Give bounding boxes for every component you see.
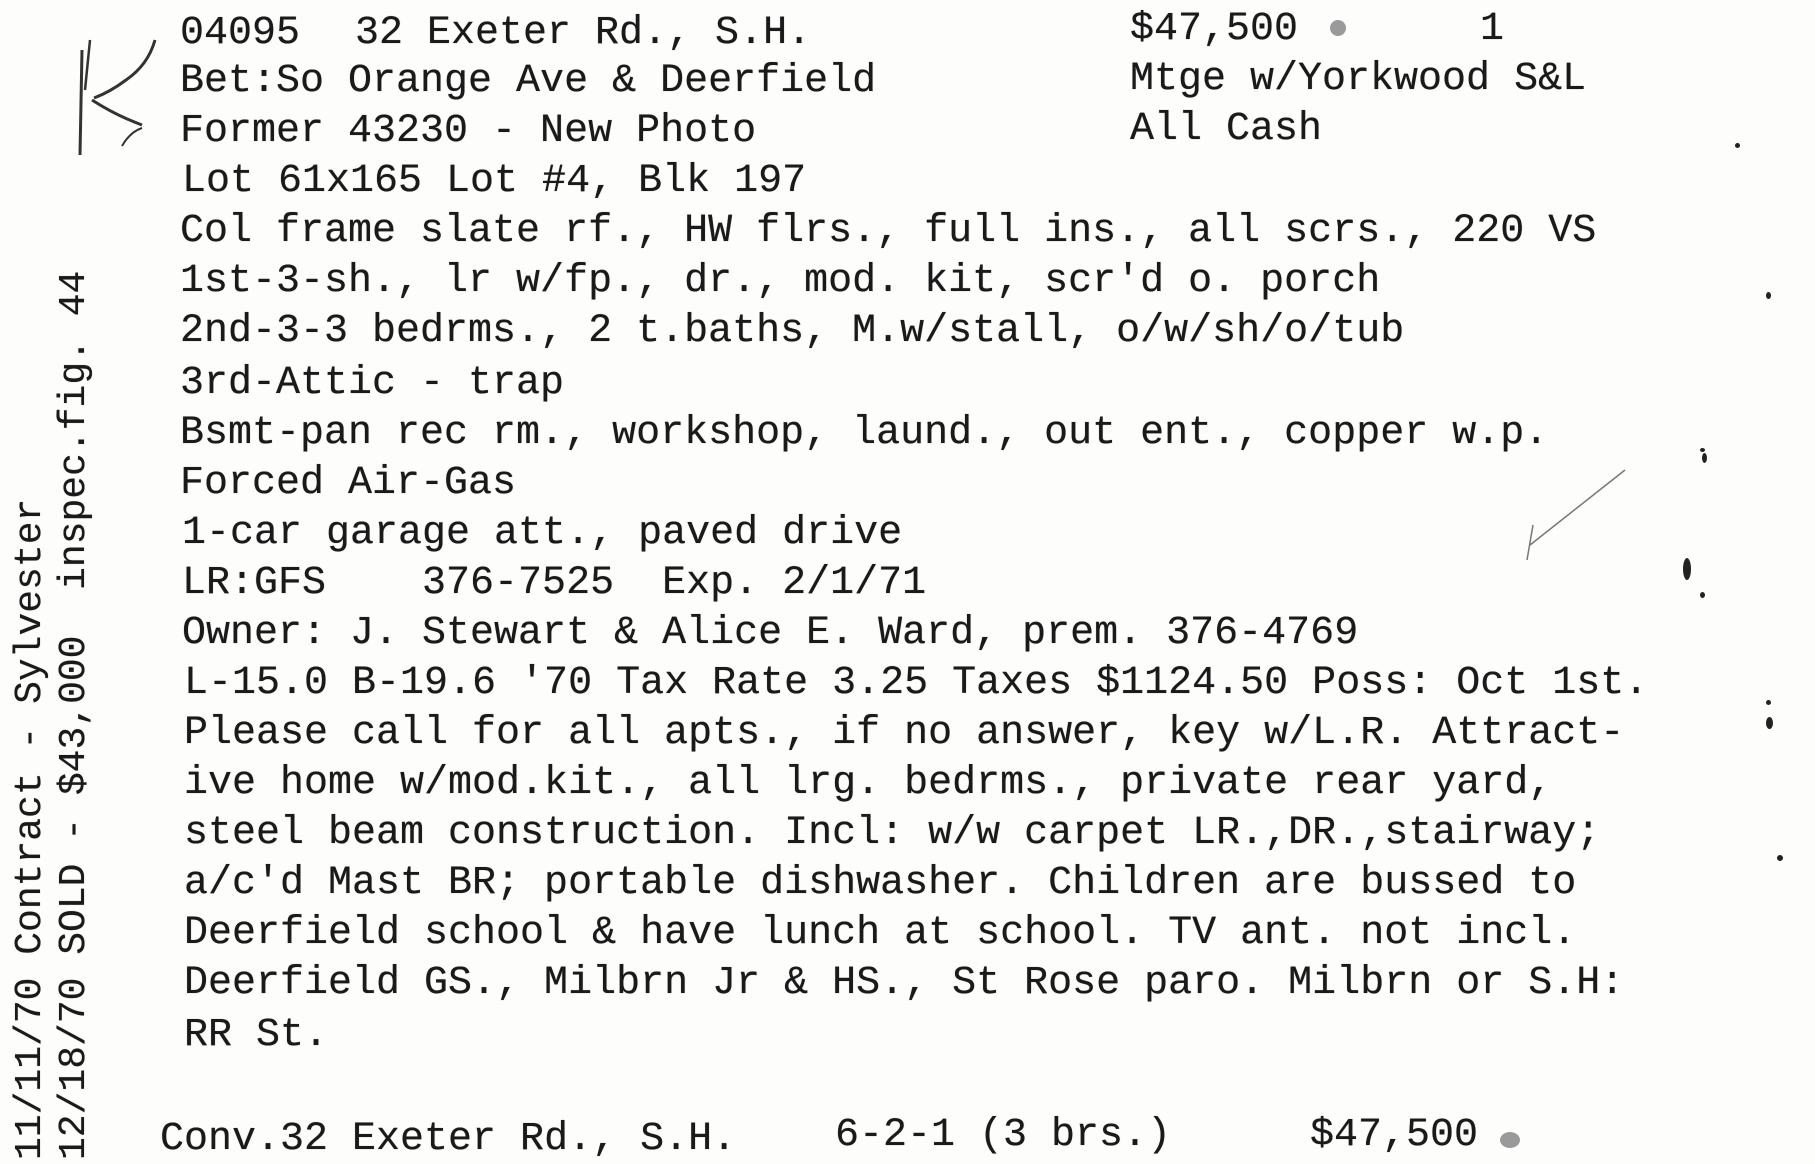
ink-speck — [1735, 143, 1740, 148]
detail-line: Forced Air-Gas — [180, 461, 517, 506]
detail-line: 1-car garage att., paved drive — [182, 511, 903, 556]
detail-line: Deerfield school & have lunch at school. TV ant. not incl. — [184, 911, 1577, 956]
footer-smudge-mark — [1500, 1132, 1520, 1148]
detail-line: Col frame slate rf., HW flrs., full ins., all scrs., 220 VS — [180, 209, 1597, 254]
detail-line: steel beam construction. Incl: w/w carpet LR.,DR.,stairway; — [184, 811, 1601, 856]
address: 32 Exeter Rd., S.H. — [355, 11, 812, 56]
mortgage-info: Mtge w/Yorkwood S&L — [1130, 57, 1587, 102]
footer-price: $47,500 — [1310, 1113, 1479, 1158]
handwritten-mark-icon — [30, 20, 160, 160]
sold-note: 12/18/70 SOLD - $43,000 inspec.fig. 44 — [53, 270, 96, 1160]
card-number: 1 — [1480, 7, 1505, 52]
detail-line: LR:GFS 376-7525 Exp. 2/1/71 — [182, 561, 927, 606]
ink-speck — [1777, 855, 1783, 861]
detail-line: Bsmt-pan rec rm., workshop, laund., out ent., copper w.p. — [180, 411, 1549, 456]
listing-price: $47,500 — [1130, 7, 1299, 52]
ink-speck — [1766, 292, 1771, 299]
ink-speck — [1766, 700, 1771, 705]
detail-line: 2nd-3-3 bedrms., 2 t.baths, M.w/stall, o/w/sh/o/tub — [180, 309, 1405, 354]
footer-rooms: 6-2-1 (3 brs.) — [835, 1113, 1172, 1158]
listing-number: 04095 — [180, 11, 301, 56]
detail-line: a/c'd Mast BR; portable dishwasher. Children are bussed to — [184, 861, 1577, 906]
detail-line: Deerfield GS., Milbrn Jr & HS., St Rose paro. Milbrn or S.H: — [184, 961, 1625, 1006]
ink-speck — [1683, 558, 1691, 580]
payment-terms: All Cash — [1130, 107, 1323, 152]
detail-line: RR St. — [184, 1013, 329, 1058]
footer-summary: Conv.32 Exeter Rd., S.H. — [160, 1117, 737, 1162]
detail-line: ive home w/mod.kit., all lrg. bedrms., private rear yard, — [184, 761, 1553, 806]
price-smudge-mark — [1330, 20, 1346, 36]
detail-line: Owner: J. Stewart & Alice E. Ward, prem. 376-4769 — [182, 611, 1359, 656]
detail-line: Please call for all apts., if no answer, key w/L.R. Attract- — [184, 711, 1625, 756]
ink-speck — [1702, 453, 1707, 463]
ink-speck — [1700, 448, 1705, 452]
detail-line: 3rd-Attic - trap — [180, 361, 565, 406]
detail-line: L-15.0 B-19.6 '70 Tax Rate 3.25 Taxes $1124.50 Poss: Oct 1st. — [184, 661, 1649, 706]
ink-speck — [1700, 592, 1705, 598]
check-mark-icon — [1515, 465, 1635, 575]
former-listing: Former 43230 - New Photo — [180, 109, 757, 154]
lot-info: Lot 61x165 Lot #4, Blk 197 — [182, 159, 807, 204]
contract-note: 11/11/70 Contract - Sylvester — [9, 498, 52, 1160]
ink-speck — [1766, 717, 1773, 729]
detail-line: 1st-3-sh., lr w/fp., dr., mod. kit, scr'd o. porch — [180, 259, 1381, 304]
between-streets: Bet:So Orange Ave & Deerfield — [180, 59, 877, 104]
